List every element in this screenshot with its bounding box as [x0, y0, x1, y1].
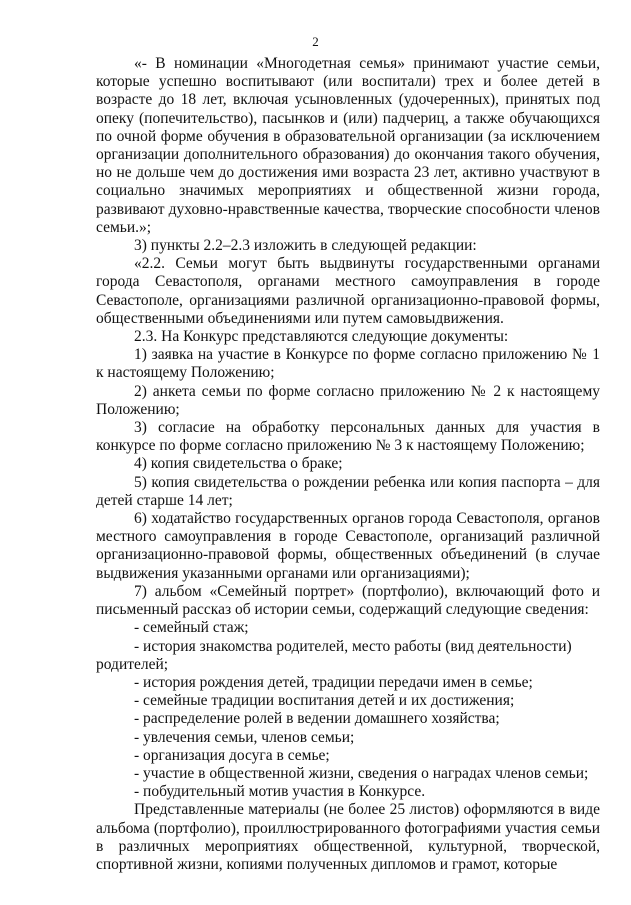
list-item-2: 2) анкета семьи по форме согласно приложению № 2 к настоящему Положению;	[96, 382, 600, 418]
document-body	[96, 55, 600, 874]
paragraph-materials: Представленные материалы (не более 25 листов) оформляются в виде альбома (портфолио), проиллюстрированного фотографиями участия семьи в различных мероприятиях общественной, культурной, творческой, спортивной жизни, копиями полученных дипломов и грамот, которые	[96, 801, 600, 873]
list-item-4: 4) копия свидетельства о браке;	[134, 455, 343, 473]
list-item-7: 7) альбом «Семейный портрет» (портфолио), включающий фото и письменный рассказ об истории семьи, содержащий следующие сведения:	[96, 582, 600, 619]
paragraph-2-3: 2.3. На Конкурс представляются следующие документы:	[134, 328, 509, 346]
dash-item: - участие в общественной жизни, сведения о наградах членов семьи;	[134, 764, 589, 782]
dash-item: - организация досуга в семье;	[134, 746, 330, 764]
paragraph-2-2: «2.2. Семьи могут быть выдвинуты государственными органами города Севастополя, органами местного самоуправления в городе Севастополе, организациями различной организационно-правовой формы, общественными объединениями или путем самовыдвижения.	[96, 255, 600, 327]
dash-item: - увлечения семьи, членов семьи;	[134, 728, 355, 746]
dash-item: - семейный стаж;	[134, 619, 249, 637]
dash-item: - побудительный мотив участия в Конкурсе.	[134, 783, 426, 801]
dash-item: - распределение ролей в ведении домашнего хозяйства;	[134, 710, 500, 728]
paragraph-nomination: «- В номинации «Многодетная семья» принимают участие семьи, которые успешно воспитывают (или воспитали) трех и более детей в возрасте до 18 лет, включая усыновленных (удочеренных), принятых под опеку (попечительство), пасынков и (или) падчериц, а также обучающихся по очной форме обучения в образовательной организации (за исключением организации дополнительного образования) до окончания такого обучения, но не дольше чем до достижения ими возраста 23 лет, активно участвуют в социально значимых мероприятиях и общественной жизни города, развивают духовно-нравственные качества, творческие способности членов семьи.»;	[96, 55, 600, 236]
dash-item: - история рождения детей, традиции передачи имен в семье;	[134, 673, 533, 691]
list-item-6: 6) ходатайство государственных органов города Севастополя, органов местного самоуправления в городе Севастополе, организаций различной организационно-правовой формы, общественных объединений (в случае выдвижения указанными органами или организациями);	[96, 510, 600, 582]
dash-item: - история знакомства родителей, место работы (вид деятельности) родителей;	[96, 637, 572, 673]
list-item-3: 3) согласие на обработку персональных данных для участия в конкурсе по форме согласно приложению № 3 к настоящему Положению;	[96, 419, 600, 455]
dash-item: - семейные традиции воспитания детей и их достижения;	[134, 692, 515, 710]
list-item-1: 1) заявка на участие в Конкурсе по форме согласно приложению № 1 к настоящему Положению;	[96, 346, 600, 382]
list-item-5: 5) копия свидетельства о рождении ребенка или копия паспорта – для детей старше 14 лет;	[96, 473, 600, 509]
page-number: 2	[312, 34, 319, 49]
paragraph-item-3: 3) пункты 2.2–2.3 изложить в следующей редакции:	[134, 237, 477, 255]
